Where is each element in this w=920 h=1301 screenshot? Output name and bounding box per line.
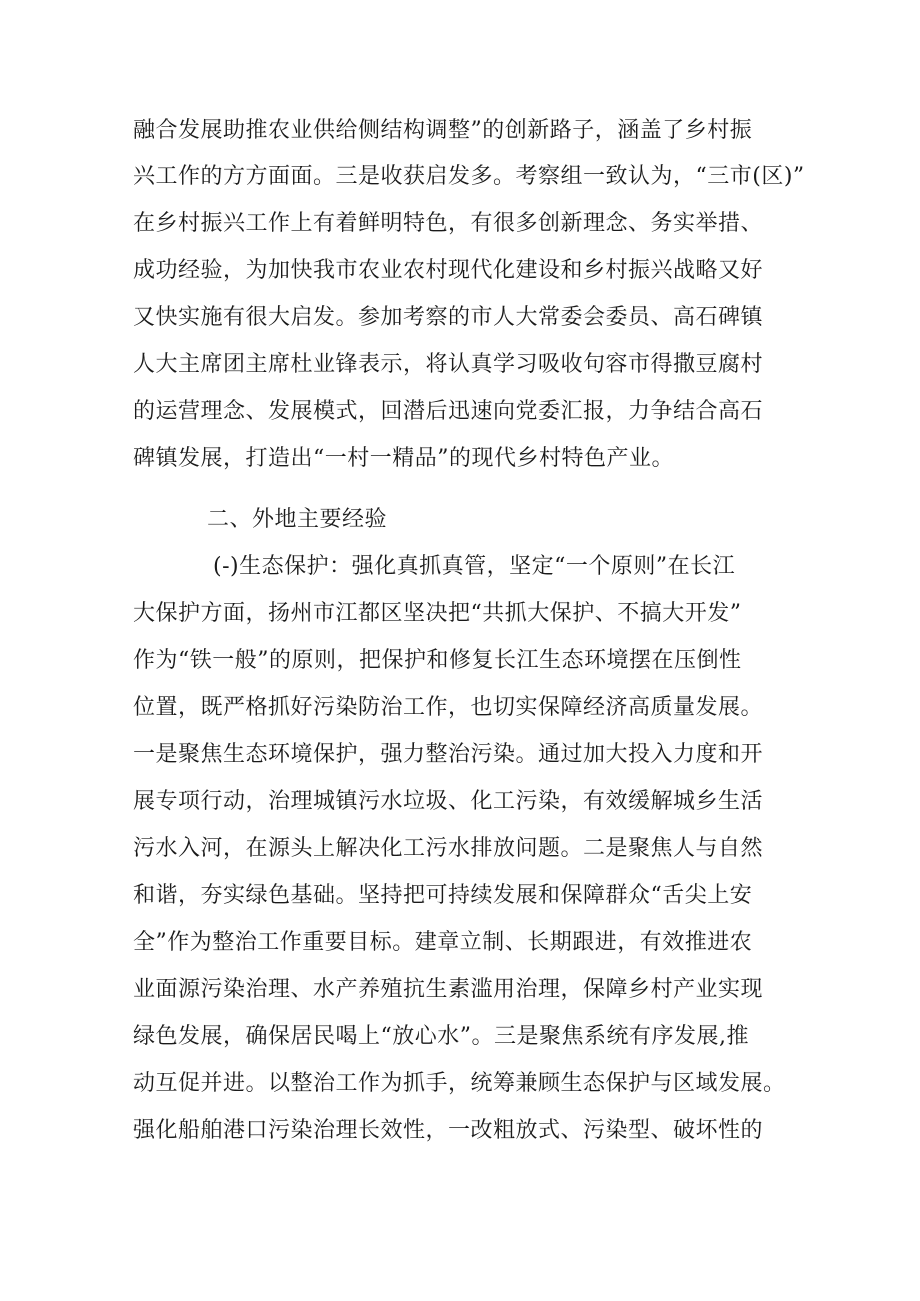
paragraph-line: 成功经验，为加快我市农业农村现代化建设和乡村振兴战略又好 xyxy=(133,258,764,283)
subsection-heading-line: (-)生态保护：强化真抓真管，坚定“一个原则”在长江 xyxy=(213,554,736,579)
paragraph-line: 大保护方面，扬州市江都区坚决把“共抓大保护、不搞大开发” xyxy=(133,601,742,626)
paragraph-line: 强化船舶港口污染治理长效性，一改粗放式、污染型、破坏性的 xyxy=(133,1118,764,1143)
paragraph-line: 的运营理念、发展模式，回潜后迅速向党委汇报，力争结合高石 xyxy=(133,399,764,424)
paragraph-line: 展专项行动，治理城镇污水垃圾、化工污染，有效缓解城乡生活 xyxy=(133,789,764,814)
paragraph-line: 作为“铁一般”的原则，把保护和修复长江生态环境摆在压倒性 xyxy=(133,648,742,673)
paragraph-line: 和谐，夯实绿色基础。坚持把可持续发展和保障群众“舌尖上安 xyxy=(133,883,753,908)
paragraph-line: 人大主席团主席杜业锋表示，将认真学习吸收句容市得撒豆腐村 xyxy=(133,352,764,377)
paragraph-line: 一是聚焦生态环境保护，强力整治污染。通过加大投入力度和开 xyxy=(133,742,764,767)
paragraph-line: 位置，既严格抓好污染防治工作，也切实保障经济高质量发展。 xyxy=(133,695,764,720)
paragraph-line: 全”作为整治工作重要目标。建章立制、长期跟进，有效推进农 xyxy=(133,930,753,955)
paragraph-line: 业面源污染治理、水产养殖抗生素滥用治理，保障乡村产业实现 xyxy=(133,977,764,1002)
paragraph-line: 在乡村振兴工作上有着鲜明特色，有很多创新理念、务实举措、 xyxy=(133,211,764,236)
section-heading: 二、外地主要经验 xyxy=(207,507,388,532)
paragraph-line: 绿色发展，确保居民喝上“放心水”。三是聚焦系统有序发展,推 xyxy=(133,1024,749,1049)
paragraph-line: 融合发展助推农业供给侧结构调整”的创新路子，涵盖了乡村振 xyxy=(133,118,753,143)
paragraph-line: 碑镇发展，打造出“一村一精品”的现代乡村特色产业。 xyxy=(133,446,674,471)
paragraph-line: 又快实施有很大启发。参加考察的市人大常委会委员、高石碑镇 xyxy=(133,305,764,330)
paragraph-line: 污水入河，在源头上解决化工污水排放问题。二是聚焦人与自然 xyxy=(133,836,764,861)
paragraph-line: 动互促并进。以整治工作为抓手，统筹兼顾生态保护与区域发展。 xyxy=(133,1071,786,1096)
paragraph-line: 兴工作的方方面面。三是收获启发多。考察组一致认为，“三市(区)” xyxy=(133,164,805,189)
